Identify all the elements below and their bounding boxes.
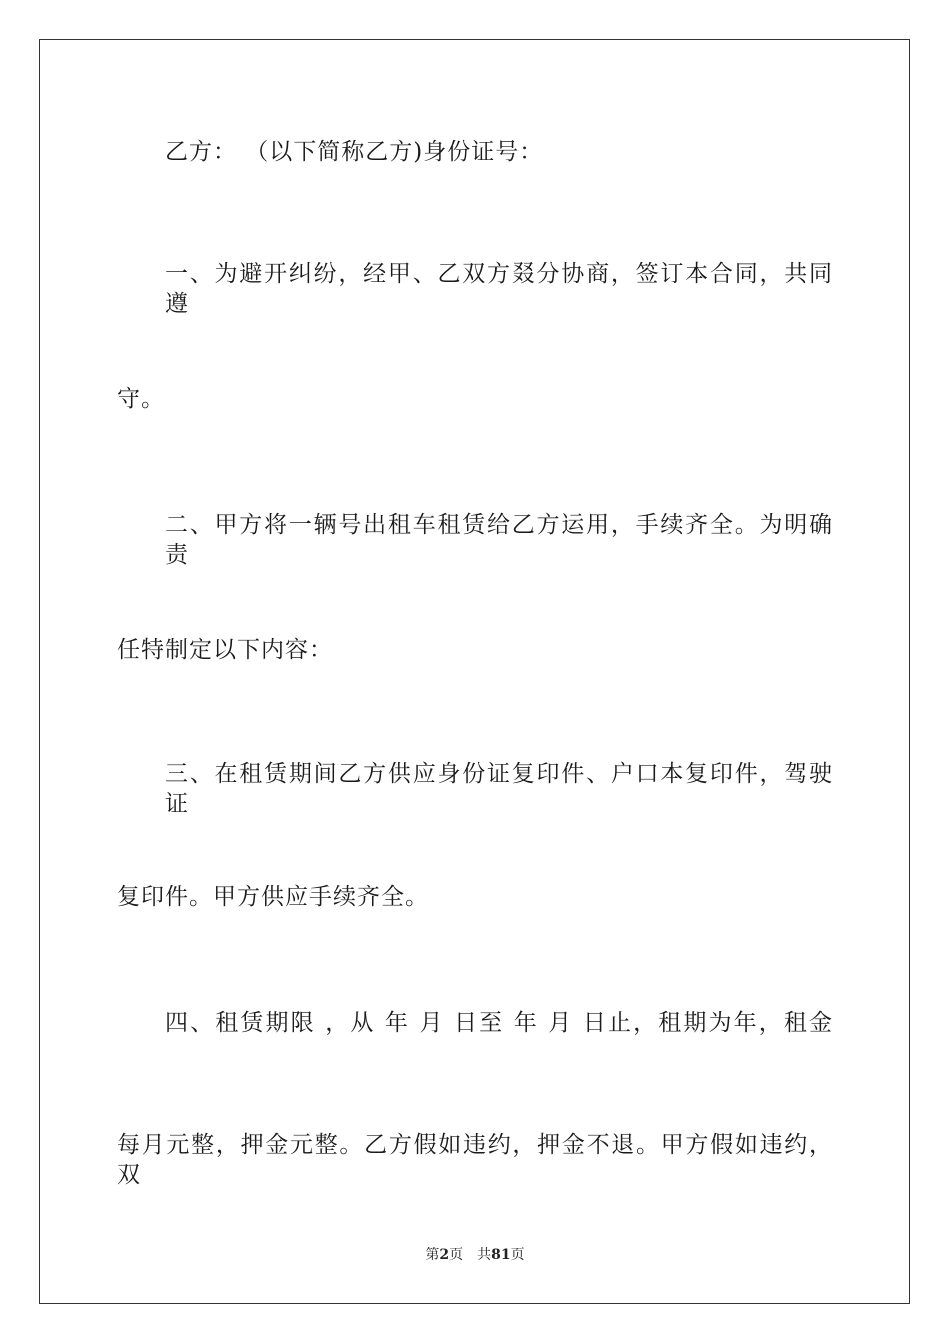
footer-total-pages: 81 — [491, 1247, 511, 1263]
clause-2-line-2: 任特制定以下内容： — [117, 637, 333, 663]
page-footer — [0, 1245, 950, 1265]
footer-page-number: 2 — [439, 1247, 450, 1263]
clause-1-line-1: 一、为避开纠纷，经甲、乙双方叕分协商，签订本合同，共同遵 — [165, 261, 833, 317]
footer-total-suffix: 页 — [510, 1247, 525, 1263]
clause-4-line-1: 四、租赁期限 ，从 年 月 日至 年 月 日止，租期为年，租金 — [165, 1010, 833, 1036]
page-border — [39, 39, 910, 1304]
clause-1-line-2: 守。 — [117, 386, 165, 412]
footer-total-prefix: 共 — [477, 1247, 492, 1263]
clause-2-line-1: 二、甲方将一辆号出租车租赁给乙方运用，手续齐全。为明确责 — [165, 512, 833, 568]
footer-page-prefix: 第 — [425, 1247, 440, 1263]
footer-page-suffix: 页 — [449, 1247, 464, 1263]
party-b-line: 乙方： （以下简称乙方)身份证号： — [165, 139, 544, 165]
clause-4-line-2: 每月元整，押金元整。乙方假如违约，押金不退。甲方假如违约，双 — [117, 1132, 833, 1188]
clause-3-line-1: 三、在租赁期间乙方供应身份证复印件、户口本复印件，驾驶证 — [165, 761, 833, 817]
clause-3-line-2: 复印件。甲方供应手续齐全。 — [117, 884, 429, 910]
